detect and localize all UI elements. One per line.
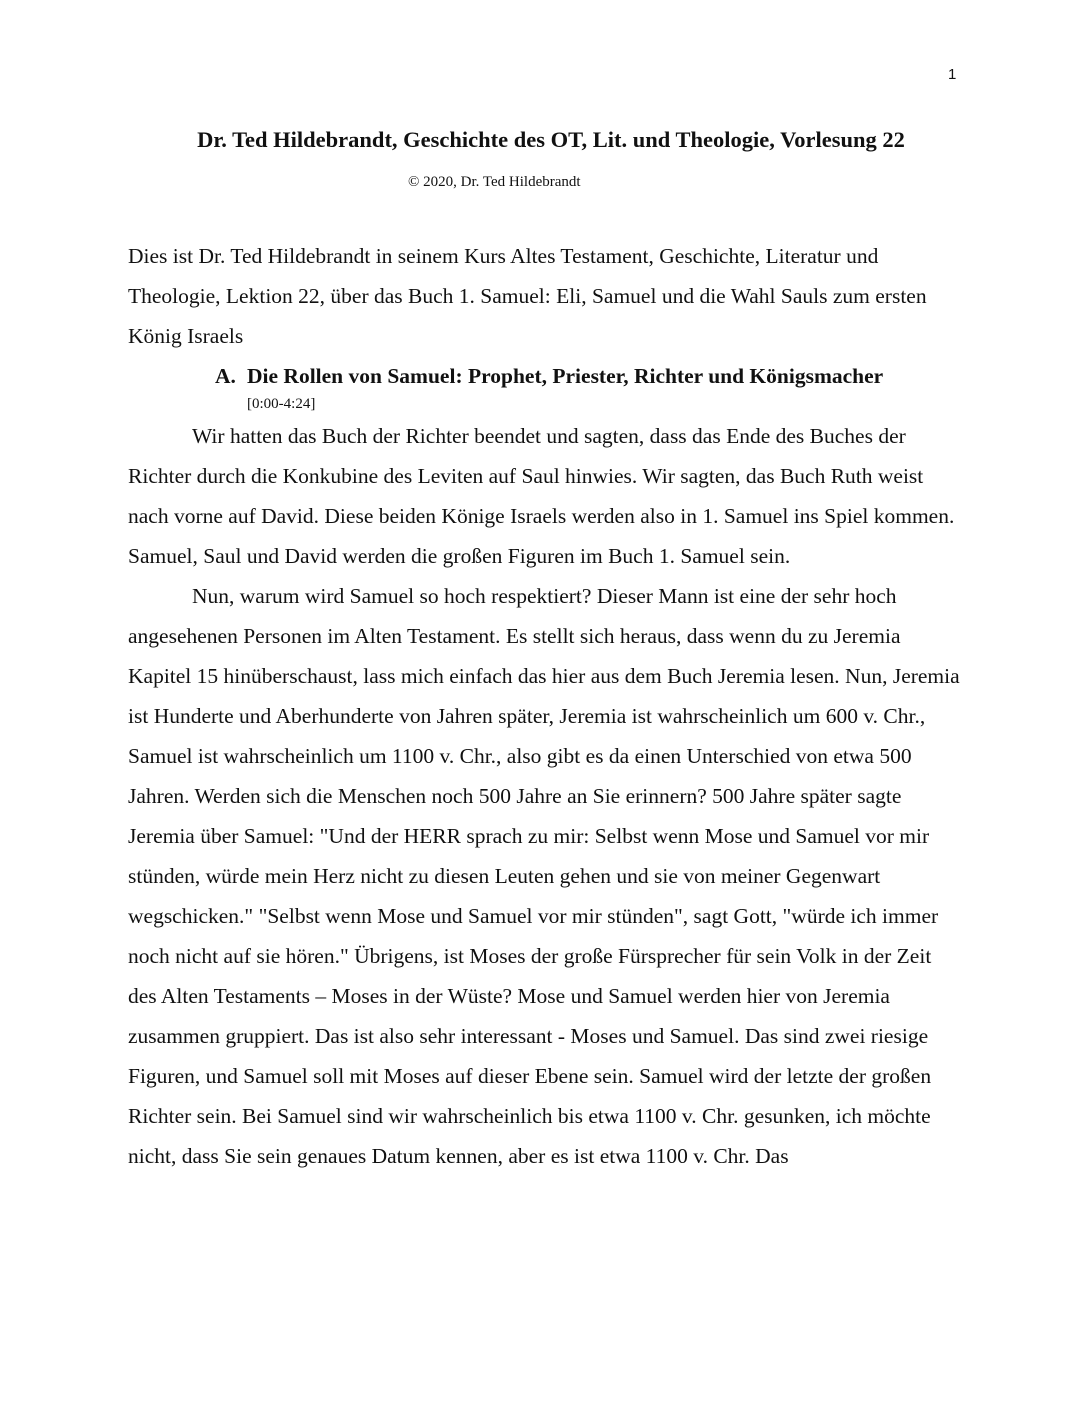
section-timestamp: [0:00-4:24] (247, 396, 316, 412)
intro-paragraph: Dies ist Dr. Ted Hildebrandt in seinem Kurs Altes Testament, Geschichte, Literatur und Theologie, Lektion 22, über das Buch 1. Samuel: Eli, Samuel und die Wahl Sauls zum ersten König Israels (128, 244, 927, 348)
section-heading-text: Die Rollen von Samuel: Prophet, Priester, Richter und Königsmacher (247, 364, 884, 388)
document-body (128, 236, 960, 1176)
body-paragraph: Nun, warum wird Samuel so hoch respektiert? Dieser Mann ist eine der sehr hoch angesehenen Personen im Alten Testament. Es stellt sich heraus, dass wenn du zu Jeremia Kapitel 15 hinüberschaust, lass mich einfach das hier aus dem Buch Jeremia lesen. Nun, Jeremia ist Hunderte und Aberhunderte von Jahren später, Jeremia ist wahrscheinlich um 600 v. Chr., Samuel ist wahrscheinlich um 1100 v. Chr., also gibt es da einen Unterschied von etwa 500 Jahren. Werden sich die Menschen noch 500 Jahre an Sie erinnern? 500 Jahre später sagte Jeremia über Samuel: "Und der HERR sprach zu mir: Selbst wenn Mose und Samuel vor mir stünden, würde mein Herz nicht zu diesen Leuten gehen und sie von meiner Gegenwart wegschicken." "Selbst wenn Mose und Samuel vor mir stünden", sagt Gott, "würde ich immer noch nicht auf sie hören." Übrigens, ist Moses der große Fürsprecher für sein Volk in der Zeit des Alten Testaments – Moses in der Wüste? Mose und Samuel werden hier von Jeremia zusammen gruppiert. Das ist also sehr interessant - Moses und Samuel. Das sind zwei riesige Figuren, und Samuel soll mit Moses auf dieser Ebene sein. Samuel wird der letzte der großen Richter sein. Bei Samuel sind wir wahrscheinlich bis etwa 1100 v. Chr. gesunken, ich möchte nicht, dass Sie sein genaues Datum kennen, aber es ist etwa 1100 v. Chr. Das (128, 584, 960, 1168)
body-paragraph: Wir hatten das Buch der Richter beendet und sagten, dass das Ende des Buches der Richter durch die Konkubine des Leviten auf Saul hinwies. Wir sagten, das Buch Ruth weist nach vorne auf David. Diese beiden Könige Israels werden also in 1. Samuel ins Spiel kommen. Samuel, Saul und David werden die großen Figuren im Buch 1. Samuel sein. (128, 424, 955, 568)
copyright-line: © 2020, Dr. Ted Hildebrandt (408, 174, 581, 190)
page-number: 1 (948, 66, 957, 83)
section-heading (215, 356, 960, 396)
document-title: Dr. Ted Hildebrandt, Geschichte des OT, Lit. und Theologie, Vorlesung 22 (197, 127, 905, 152)
section-marker: A. (215, 364, 236, 388)
